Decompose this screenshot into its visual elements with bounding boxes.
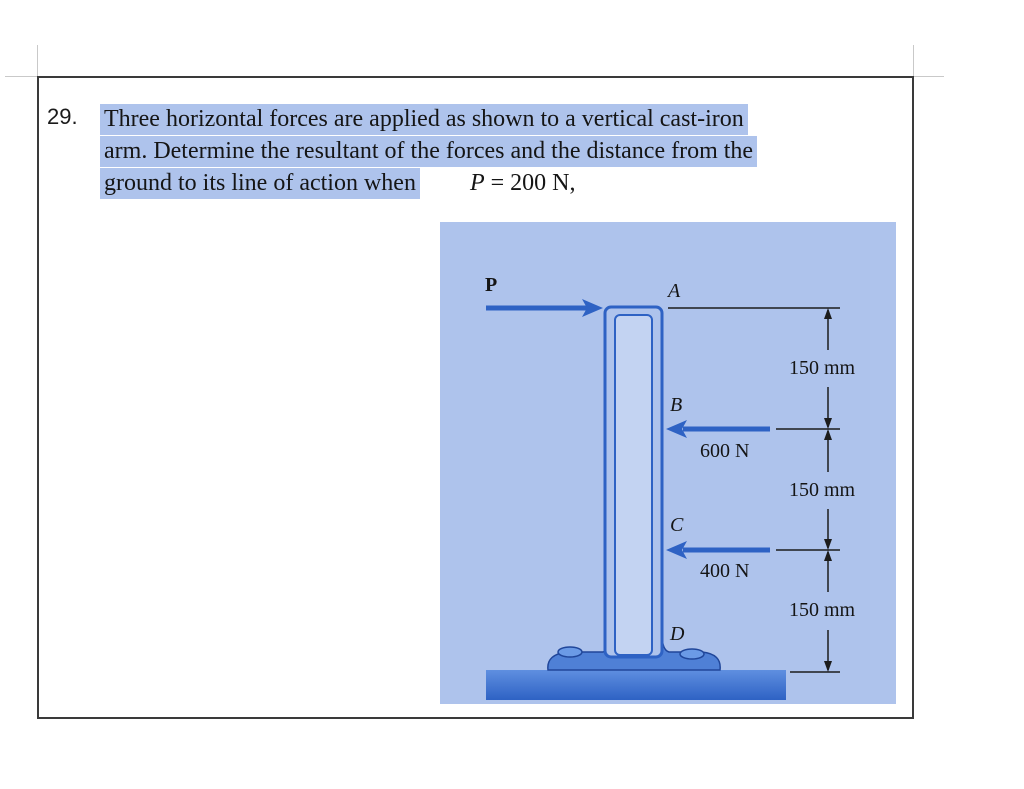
- ground: [486, 670, 786, 700]
- load-value: = 200 N,: [484, 170, 576, 196]
- dim-arrow-ab-bottom: [824, 418, 832, 429]
- dimension-cd-label: 150 mm: [789, 599, 856, 621]
- dimension-bc-label: 150 mm: [789, 479, 856, 501]
- dim-arrow-bc-top: [824, 429, 832, 440]
- page-guide-top-left: [5, 76, 37, 77]
- load-variable: P: [469, 170, 485, 196]
- point-a-label: A: [668, 280, 681, 302]
- arm-web: [615, 315, 652, 655]
- cast-iron-arm-figure: [440, 222, 896, 704]
- point-c-label: C: [670, 514, 684, 536]
- page-guide-top-right: [914, 76, 944, 77]
- dim-arrow-cd-bottom: [824, 661, 832, 672]
- problem-statement: [100, 103, 890, 199]
- dimension-ab-label: 150 mm: [789, 357, 856, 379]
- problem-text-line-1: Three horizontal forces are applied as shown to a vertical cast-iron: [100, 104, 748, 135]
- page-guide-right: [913, 45, 914, 77]
- dim-arrow-bc-bottom: [824, 539, 832, 550]
- problem-text-line-2: arm. Determine the resultant of the forces and the distance from the: [100, 136, 757, 167]
- load-condition: [464, 167, 586, 199]
- page-guide-left: [37, 45, 38, 77]
- text-gap: [420, 167, 464, 199]
- force-b-value: 600 N: [700, 440, 750, 462]
- force-c-value: 400 N: [700, 560, 750, 582]
- bolt-left: [558, 647, 582, 657]
- force-p-label: P: [485, 274, 498, 296]
- bolt-right: [680, 649, 704, 659]
- point-d-label: D: [670, 623, 685, 645]
- problem-number: 29.: [47, 104, 78, 129]
- problem-text-line-3: ground to its line of action when: [100, 168, 420, 199]
- dim-arrow-ab-top: [824, 308, 832, 319]
- dim-arrow-cd-top: [824, 550, 832, 561]
- point-b-label: B: [670, 394, 683, 416]
